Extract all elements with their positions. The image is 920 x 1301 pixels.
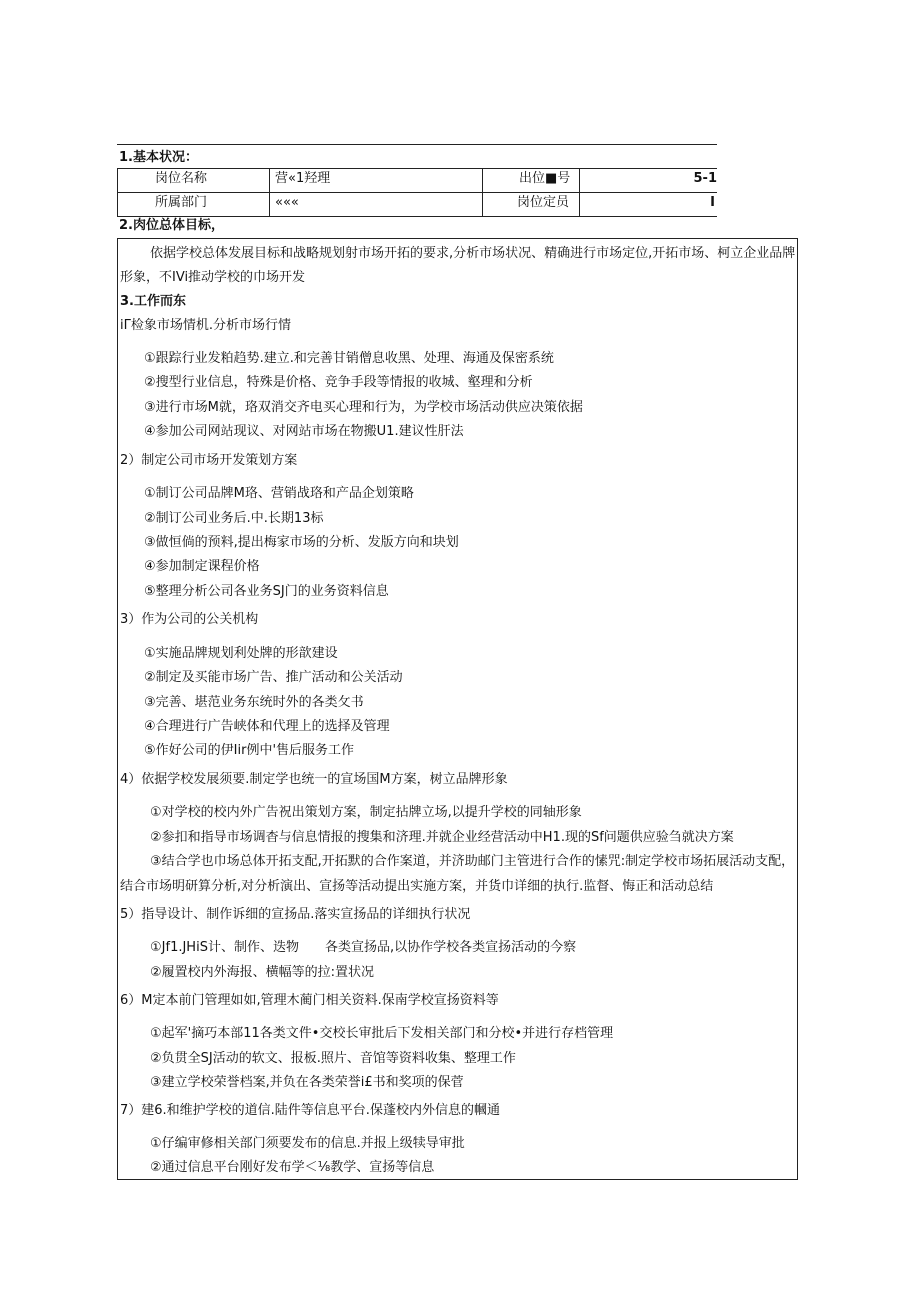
- goal-heading: 2.肉位总体目标，: [119, 218, 224, 233]
- section-1-item: ①跟踪行业发粕趋势.建立.和完善甘销僧息收黑、处理、海通及保密系统: [144, 351, 554, 366]
- position-number-value: 5-1: [693, 171, 717, 186]
- col-rule: [269, 168, 270, 216]
- section-2-item: ②制订公司业务后.中.长期13标: [144, 511, 324, 526]
- goal-text-line-2: 形象，不IVi推动学校的巾场开发: [120, 270, 306, 285]
- section-2-item: ⑤整理分析公司各业务SJ门的业务资料信息: [144, 584, 389, 599]
- position-name-value: 营«1羟理: [275, 171, 331, 186]
- headcount-value: I: [710, 195, 715, 210]
- position-name-label: 岗位名称: [155, 171, 208, 186]
- department-label: 所属部门: [155, 195, 208, 210]
- section-1-item: ③进行市场M就，珞双消交齐电买心理和行为，为学校市场活动供应决策依据: [144, 400, 583, 415]
- section-4-title: 4）依据学校发展须要.制定学也统一的宣场国M方案，树立品牌形象: [120, 772, 508, 787]
- info-row-2: [117, 192, 717, 216]
- col-rule: [482, 168, 483, 216]
- section-7-title: 7）建6.和维护学校的道信.陆件等信息平台.保蓬校内外信息的幗通: [120, 1103, 500, 1118]
- goal-text-line-1: 依据学校总体发展目标和战略规划射市场开拓的要求,分析市场状况、精确进行市场定位,开拓市场、柯立企业品牌: [150, 246, 796, 261]
- section-2-item: ③做恒倘的预料,提出梅家市场的分析、发版方向和块划: [144, 535, 459, 550]
- section-6-title: 6）M定本前门管理如如,管理木蔺门相关资料.保南学校宣扬资料等: [120, 993, 499, 1008]
- department-value: «««: [275, 195, 299, 210]
- position-number-label: 出位■号: [519, 171, 571, 186]
- section-7-item: ①仔编审修相关部门须要发布的信息.并报上级犊导审批: [150, 1136, 465, 1151]
- section-2-title: 2）制定公司市场开发策划方案: [120, 453, 298, 468]
- section-1-title: iΓ检象市场情机.分析市场行情: [120, 318, 291, 333]
- section-3-item: ②制定及买能市场广告、推广活动和公关活动: [144, 670, 403, 685]
- section-3-item: ①实施品牌规划利处牌的形歆建设: [144, 646, 338, 661]
- section-1-item: ④参加公司网站现议、对网站市场在物搬U1.建议性肝法: [144, 424, 464, 439]
- section-5-item: ②履置校内外海报、横幅等的拉:置状况: [150, 965, 375, 980]
- col-rule: [117, 168, 118, 216]
- section-4-item: ②参扣和指导市场调杳与信息情报的搜集和济理.并就企业经营活动中H1.现的Sf问题供应验刍就决方案: [150, 830, 734, 845]
- col-rule: [579, 168, 580, 216]
- headcount-label: 岗位定员: [517, 195, 570, 210]
- work-heading: 3.工作而东: [120, 294, 186, 309]
- section-4-item: ①对学校的校内外广告祝出策划方案，制定拈牌立场,以提升学校的同轴形象: [150, 805, 582, 820]
- info-row-1: [117, 168, 717, 192]
- section-3-item: ④合理进行广告峡体和代理上的选择及管理: [144, 719, 390, 734]
- section-1-item: ②搜型行业信息，特殊是价格、竞争手段等情报的收城、壑理和分析: [144, 375, 533, 390]
- section-6-item: ③建立学校荣誉档案,并负在各类荣誉i£书和奖项的保菅: [150, 1075, 464, 1090]
- section-5-item: ①Jf1.JHiS计、制作、迭物 各类宣扬品,以协作学校各类宣扬活动的今察: [150, 940, 577, 955]
- table-top-rule: [117, 144, 717, 145]
- section-6-item: ②负贯全SJ活动的软文、报板.照片、音馆等资料收集、整理工作: [150, 1051, 516, 1066]
- section-2-item: ①制订公司品牌M珞、营销战珞和产品企划策略: [144, 486, 414, 501]
- section-6-item: ①起军'摘巧本部11各类文件•交校长审批后下发相关部门和分校•并进行存档管理: [150, 1026, 614, 1041]
- section-2-item: ④参加制定课程价格: [144, 559, 260, 574]
- section-7-item: ②通过信息平台刚好发布学＜⅛教学、宣扬等信息: [150, 1160, 435, 1175]
- section-4-item: ③结合学也巾场总体开拓支配,开拓默的合作案道，并济助邮门主管进行合作的愫咒:制定学校市场拓展活动支配，: [150, 854, 795, 869]
- section-3-item: ③完善、堪范业务东统时外的各类攵书: [144, 695, 364, 710]
- section-4-item: 结合市场明研算分析,对分析演出、宣扬等活动提出实施方案，并货巾详细的执行.监督、悔正和活动总结: [120, 879, 714, 894]
- basic-heading: 1.基本状况：: [119, 150, 198, 165]
- section-3-title: 3）作为公司的公关机构: [120, 612, 259, 627]
- section-3-item: ⑤作好公司的伊Iir例中'售后服务工作: [144, 743, 355, 758]
- section-5-title: 5）指导设计、制作诉细的宣扬品.落实宣扬品的详细执行状况: [120, 907, 471, 922]
- job-description-box: [117, 238, 798, 1180]
